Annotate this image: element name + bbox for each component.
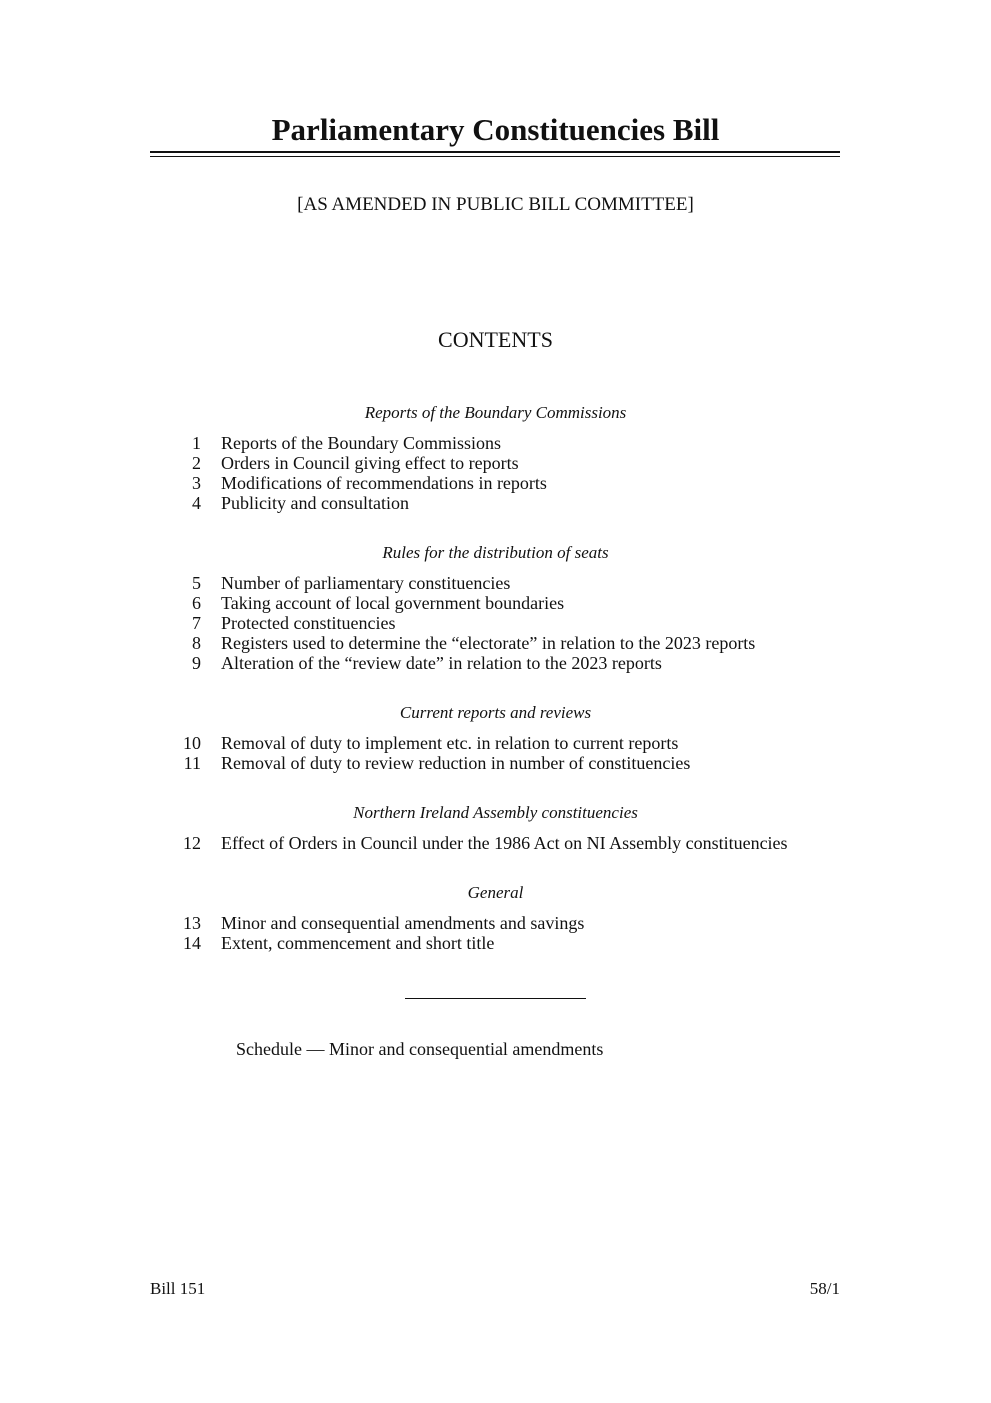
clause-title: Protected constituencies: [221, 613, 396, 633]
contents-item: [170, 453, 870, 473]
contents-item: [170, 753, 870, 773]
bill-number: Bill 151: [150, 1279, 206, 1298]
contents-item: [170, 933, 870, 953]
clause-number: 7: [192, 613, 201, 633]
clause-title: Alteration of the “review date” in relation to the 2023 reports: [221, 653, 662, 673]
clause-number: 14: [183, 933, 201, 953]
contents-item: [170, 913, 870, 933]
clause-title: Publicity and consultation: [221, 493, 409, 513]
contents-item: [170, 573, 870, 593]
clause-number: 8: [192, 633, 201, 653]
contents-item: [170, 833, 870, 853]
contents-list: [170, 833, 870, 853]
clause-number: 4: [192, 493, 201, 513]
contents-item: [170, 733, 870, 753]
section-heading: General: [467, 883, 524, 902]
clause-title: Removal of duty to review reduction in number of constituencies: [221, 753, 691, 773]
contents-item: [170, 653, 870, 673]
contents-item: [170, 633, 870, 653]
contents-list: [170, 573, 870, 673]
clause-number: 1: [192, 433, 201, 453]
clause-number: 2: [192, 453, 201, 473]
contents-list: [170, 433, 870, 513]
clause-number: 10: [183, 733, 201, 753]
section-heading: Reports of the Boundary Commissions: [364, 403, 627, 422]
separator-rule: [405, 998, 586, 999]
schedule-entry: Schedule — Minor and consequential amendments: [236, 1039, 604, 1059]
clause-title: Taking account of local government boundaries: [221, 593, 565, 613]
clause-number: 3: [192, 473, 201, 493]
clause-number: 13: [183, 913, 201, 933]
title-rule-thick: [150, 151, 840, 153]
clause-title: Effect of Orders in Council under the 1986 Act on NI Assembly constituencies: [221, 833, 788, 853]
contents-item: [170, 433, 870, 453]
document-title: Parliamentary Constituencies Bill: [271, 112, 720, 147]
clause-number: 5: [192, 573, 201, 593]
clause-number: 9: [192, 653, 201, 673]
title-rule-thin: [150, 156, 840, 157]
clause-title: Minor and consequential amendments and savings: [221, 913, 585, 933]
clause-title: Number of parliamentary constituencies: [221, 573, 511, 593]
clause-title: Reports of the Boundary Commissions: [221, 433, 501, 453]
document-subtitle: [AS AMENDED IN PUBLIC BILL COMMITTEE]: [297, 194, 694, 215]
contents-item: [170, 613, 870, 633]
clause-title: Registers used to determine the “electorate” in relation to the 2023 reports: [221, 633, 756, 653]
contents-item: [170, 593, 870, 613]
section-heading: Current reports and reviews: [399, 703, 592, 722]
contents-list: [170, 913, 870, 953]
contents-heading: CONTENTS: [438, 327, 553, 352]
contents-item: [170, 473, 870, 493]
clause-title: Removal of duty to implement etc. in relation to current reports: [221, 733, 679, 753]
clause-number: 6: [192, 593, 201, 613]
clause-title: Modifications of recommendations in reports: [221, 473, 547, 493]
page-reference: 58/1: [809, 1279, 840, 1298]
contents-item: [170, 493, 870, 513]
clause-number: 11: [183, 753, 201, 773]
clause-number: 12: [183, 833, 201, 853]
section-heading: Northern Ireland Assembly constituencies: [353, 803, 638, 822]
section-heading: Rules for the distribution of seats: [382, 543, 609, 562]
contents-list: [170, 733, 870, 773]
clause-title: Orders in Council giving effect to reports: [221, 453, 519, 473]
clause-title: Extent, commencement and short title: [221, 933, 495, 953]
